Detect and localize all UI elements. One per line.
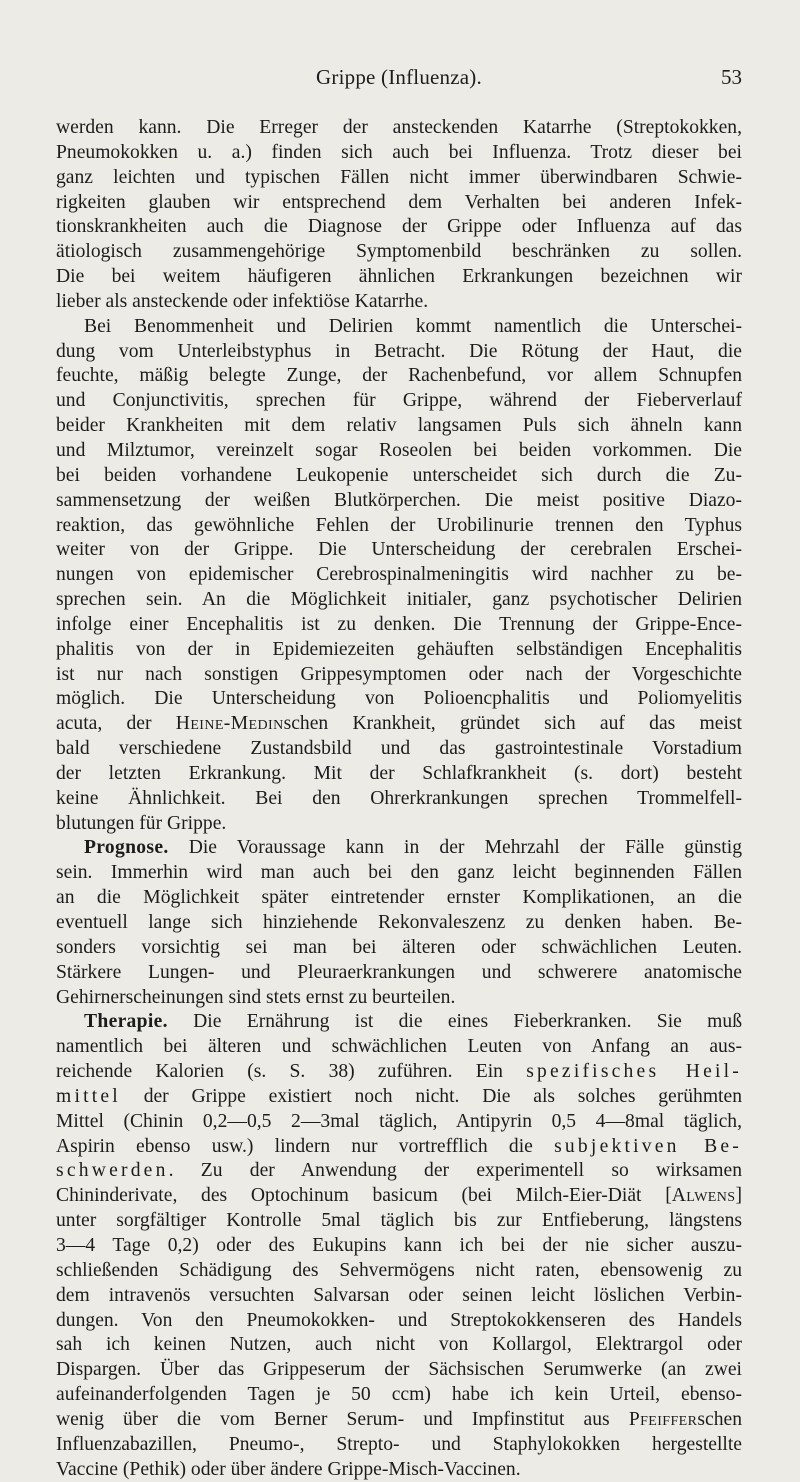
text-fragment: schen Krankheit, gründet sich auf das meist	[283, 713, 742, 735]
text-line: der letzten Erkrankung. Mit der Schlafkrankheit (s. dort) besteht	[56, 762, 742, 784]
author-name-pfeiffer: Pfeiffer	[628, 1408, 698, 1430]
section-heading-therapie: Therapie.	[84, 1011, 168, 1033]
text-line: möglich. Die Unterscheidung von Polioencphalitis und Poliomyelitis	[56, 688, 742, 710]
text-line: bei beiden vorhandene Leukopenie unterscheidet sich durch die Zu-	[56, 464, 742, 486]
page-number: 53	[721, 65, 742, 89]
text-line: keine Ähnlichkeit. Bei den Ohrerkrankungen sprechen Trommelfell-	[56, 787, 742, 809]
text-line: Stärkere Lungen- und Pleuraerkrankungen und schwerere anatomische	[56, 961, 742, 983]
text-line-schwerden	[56, 1159, 742, 1184]
text-line: dem intravenös versuchten Salvarsan oder seinen leicht löslichen Verbin-	[56, 1284, 742, 1306]
text-line: an die Möglichkeit später eintretender ernster Komplikationen, an die	[56, 887, 742, 909]
text-line: dung vom Unterleibstyphus in Betracht. Die Rötung der Haut, die	[56, 340, 742, 362]
text-line: Vaccine (Pethik) oder über ändere Grippe-Misch-Vaccinen.	[56, 1458, 521, 1480]
text-line: Bei Benommenheit und Delirien kommt namentlich die Unterschei-	[84, 315, 742, 337]
text-line: sammensetzung der weißen Blutkörperchen. Die meist positive Diazo-	[56, 489, 742, 511]
text-line: Pneumokokken u. a.) finden sich auch bei Influenza. Trotz dieser bei	[56, 141, 742, 163]
text-line: Die bei weitem häufigeren ähnlichen Erkrankungen bezeichnen wir	[56, 266, 742, 288]
text-line: ätiologisch zusammengehörige Symptomenbild beschränken zu sollen.	[56, 241, 742, 263]
text-line: tionskrankheiten auch die Diagnose der Grippe oder Influenza auf das	[56, 216, 742, 238]
text-line: ist nur nach sonstigen Grippesymptomen oder nach der Vorgeschichte	[56, 663, 742, 685]
text-line: Gehirnerscheinungen sind stets ernst zu beurteilen.	[56, 986, 456, 1008]
emphasis-mittel: mittel	[56, 1085, 121, 1107]
text-line: beider Krankheiten mit dem relativ langsamen Puls sich ähneln kann	[56, 415, 742, 437]
text-fragment: ]	[735, 1185, 742, 1207]
section-heading-prognose: Prognose.	[84, 837, 169, 859]
author-name-heine-medin: Heine-Medin	[175, 713, 284, 735]
emphasis-spezifisches: spezifisches Heil-	[526, 1061, 742, 1083]
text-line: aufeinanderfolgenden Tagen je 50 ccm) habe ich kein Urteil, ebenso-	[56, 1384, 742, 1406]
text-line: Influenzabazillen, Pneumo-, Strepto- und Staphylokokken hergestellte	[56, 1433, 742, 1455]
text-line-alwens	[56, 1184, 742, 1209]
text-fragment: der Grippe existiert noch nicht. Die als solches gerühmten	[143, 1085, 742, 1107]
text-line: und Conjunctivitis, sprechen für Grippe, während der Fieberverlauf	[56, 390, 742, 412]
text-fragment: wenig über die vom Berner Serum- und Impfinstitut aus	[56, 1408, 610, 1430]
running-head	[56, 62, 742, 92]
text-line-heine-medin	[56, 712, 742, 737]
text-line: phalitis von der in Epidemiezeiten gehäuften selbständigen Encephalitis	[56, 638, 742, 660]
text-line-subjektiven	[56, 1135, 742, 1160]
text-line: bald verschiedene Zustandsbild und das gastrointestinale Vorstadium	[56, 738, 742, 760]
text-line: schließenden Schädigung des Sehvermögens nicht raten, ebensowenig zu	[56, 1259, 742, 1281]
text-line: namentlich bei älteren und schwächlichen Leuten von Anfang an aus-	[56, 1036, 742, 1058]
text-fragment: Chininderivate, des Optochinum basicum (bei Milch-Eier-Diät [	[56, 1185, 672, 1207]
emphasis-schwerden: schwerden	[56, 1160, 169, 1182]
text-line-therapie	[56, 1010, 742, 1035]
text-line: blutungen für Grippe.	[56, 812, 227, 834]
text-line: werden kann. Die Erreger der ansteckenden Katarrhe (Streptokokken,	[56, 117, 742, 138]
text-line: 3—4 Tage 0,2) oder des Eukupins kann ich bei der nie sicher auszu-	[56, 1234, 742, 1256]
text-line: nungen von epidemischer Cerebrospinalmeningitis wird nachher zu be-	[56, 564, 742, 586]
text-line: infolge einer Encephalitis ist zu denken. Die Trennung der Grippe-Ence-	[56, 613, 742, 635]
text-line: Mittel (Chinin 0,2—0,5 2—3mal täglich, Antipyrin 0,5 4—8mal täglich,	[56, 1110, 742, 1132]
text-line: sonders vorsichtig sei man bei älteren oder schwächlichen Leuten.	[56, 936, 742, 958]
text-line: sah ich keinen Nutzen, auch nicht von Kollargol, Elektrargol oder	[56, 1334, 742, 1356]
text-line: unter sorgfältiger Kontrolle 5mal täglich bis zur Entfieberung, längstens	[56, 1210, 742, 1232]
text-line-pfeiffer	[56, 1408, 742, 1433]
text-fragment: Aspirin ebenso usw.) lindern nur vortrefflich die	[56, 1135, 533, 1157]
text-fragment: reichende Kalorien (s. S. 38) zuführen. Ein	[56, 1061, 503, 1083]
text-fragment: . Zu der Anwendung der experimentell so wirksamen	[168, 1160, 742, 1182]
text-line-mittel	[56, 1085, 742, 1110]
text-line: reaktion, das gewöhnliche Fehlen der Urobilinurie trennen den Typhus	[56, 514, 742, 536]
text-line: sprechen sein. An die Möglichkeit initialer, ganz psychotischer Delirien	[56, 589, 742, 611]
text-line: feuchte, mäßig belegte Zunge, der Rachenbefund, vor allem Schnupfen	[56, 365, 742, 387]
text-fragment: Die Voraussage kann in der Mehrzahl der Fälle günstig	[188, 837, 742, 859]
text-fragment: schen	[697, 1408, 742, 1430]
text-line: ganz leichten und typischen Fällen nicht immer überwindbaren Schwie-	[56, 166, 742, 188]
text-line-prognose	[56, 836, 742, 861]
text-line: rigkeiten glauben wir entsprechend dem Verhalten bei anderen Infek-	[56, 191, 742, 213]
text-line-spezifisches	[56, 1060, 742, 1085]
text-line: sein. Immerhin wird man auch bei den ganz leicht beginnenden Fällen	[56, 862, 742, 884]
text-line: und Milztumor, vereinzelt sogar Roseolen bei beiden vorkommen. Die	[56, 439, 742, 461]
text-body	[56, 116, 742, 1482]
text-fragment: Die Ernährung ist die eines Fieberkranken. Sie muß	[193, 1011, 742, 1033]
emphasis-subjektiven: subjektiven Be-	[554, 1135, 742, 1157]
text-line: eventuell lange sich hinziehende Rekonvaleszenz zu denken haben. Be-	[56, 912, 742, 933]
text-line: lieber als ansteckende oder infektiöse Katarrhe.	[56, 290, 429, 312]
running-title: Grippe (Influenza).	[316, 65, 482, 89]
text-line: Dispargen. Über das Grippeserum der Sächsischen Serumwerke (an zwei	[56, 1359, 742, 1381]
author-name-alwens: Alwens	[671, 1185, 736, 1207]
text-line: dungen. Von den Pneumokokken- und Streptokokkenseren des Handels	[56, 1309, 742, 1331]
text-line: weiter von der Grippe. Die Unterscheidung der cerebralen Erschei-	[56, 539, 742, 561]
text-fragment: acuta, der	[56, 713, 152, 735]
